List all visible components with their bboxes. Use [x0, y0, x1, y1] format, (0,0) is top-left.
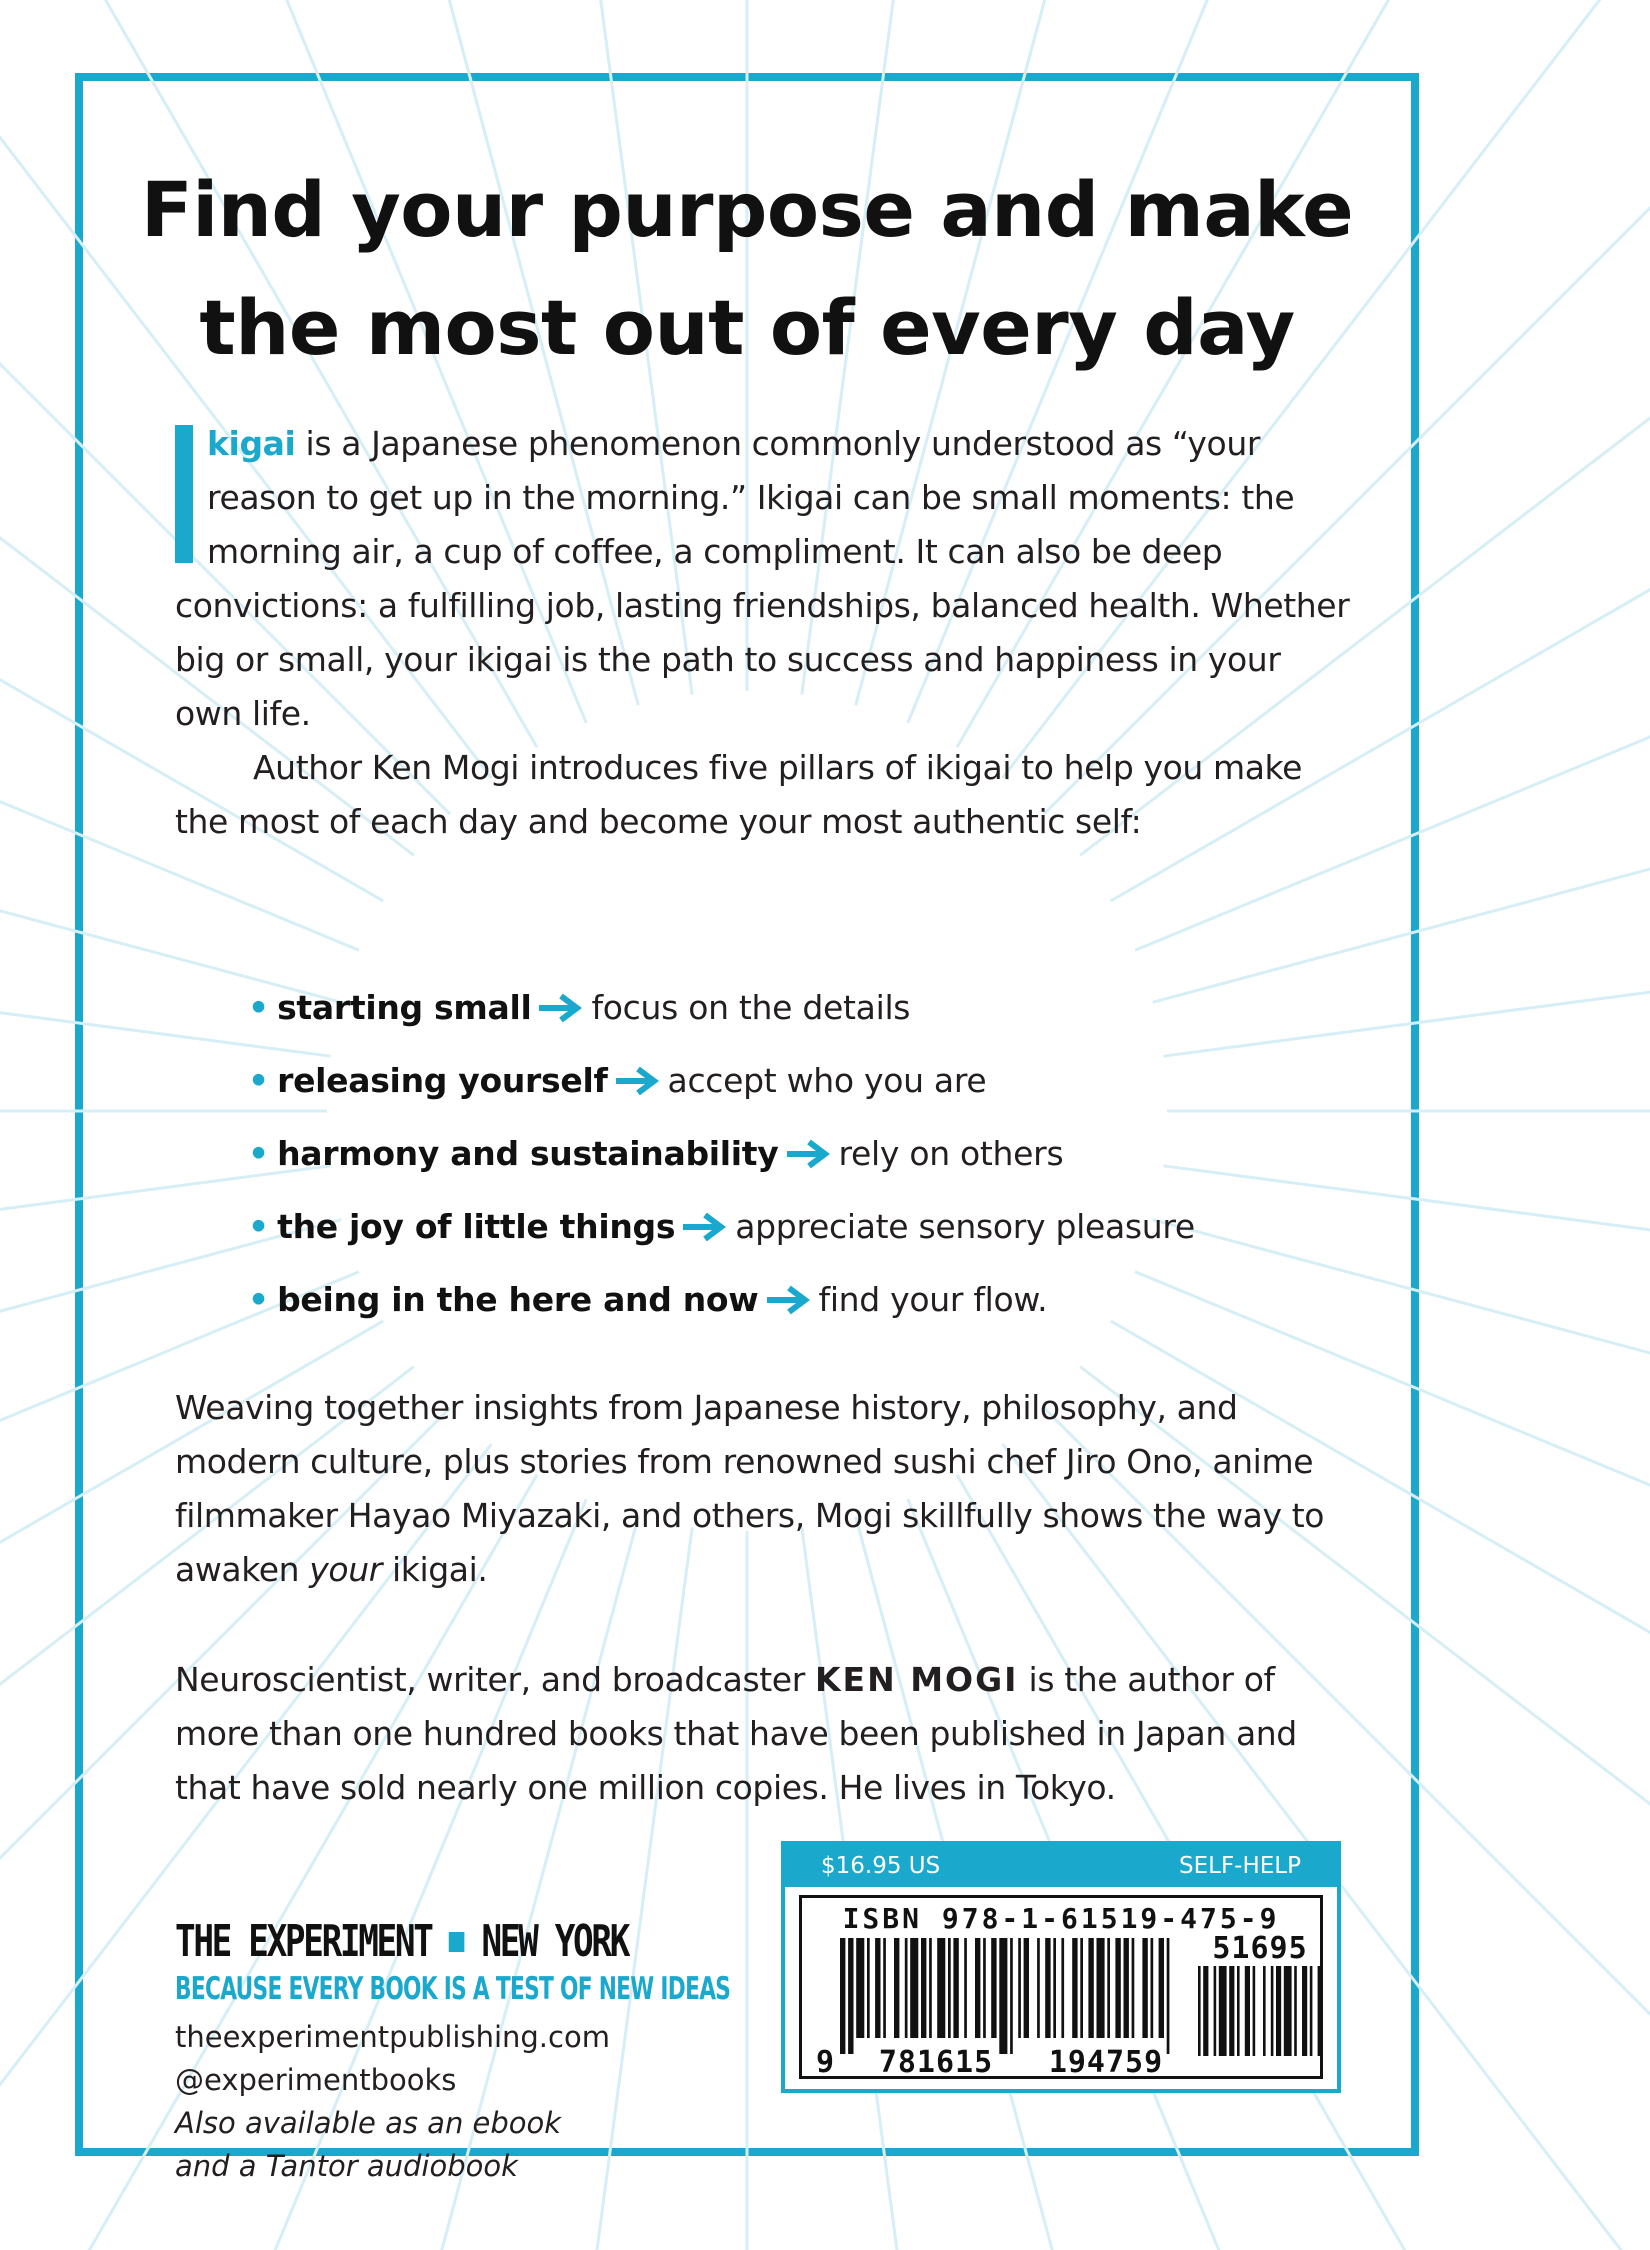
publisher-handle[interactable]: @experimentbooks	[175, 2063, 457, 2097]
pillar-item	[248, 1190, 1348, 1263]
arrow-right-icon	[681, 1212, 727, 1242]
pillar-term: starting small	[277, 987, 532, 1027]
barcode-graphic	[810, 1931, 1330, 2080]
publisher-logo	[175, 1916, 629, 1968]
bullet-icon: •	[248, 1060, 270, 1100]
cover-frame	[75, 73, 1419, 2183]
price-label: $16.95 US	[821, 1853, 941, 1879]
dropcap-word: kigai	[207, 424, 296, 463]
arrow-right-icon	[537, 993, 583, 1023]
author-bio-text-2: is the author of more than one hundred books that have been published in Japan and that have sold nearly one million copies. He lives in Tokyo.	[175, 1660, 1297, 1807]
author-name: KEN MOGI	[814, 1660, 1019, 1699]
author-bio	[175, 1653, 1355, 1815]
headline	[83, 151, 1411, 387]
intro-paragraph-2: Author Ken Mogi introduces five pillars of ikigai to help you make the most of each day and become your most authentic self:	[175, 748, 1302, 841]
price-band	[785, 1845, 1337, 1887]
square-icon	[449, 1932, 465, 1952]
ean-lead-digit: 9	[816, 2045, 836, 2080]
pillar-term: being in the here and now	[277, 1279, 759, 1319]
publisher-info	[175, 2016, 735, 2188]
pillar-item	[248, 1263, 1348, 1336]
pillar-description: focus on the details	[591, 987, 911, 1027]
publisher-tagline: BECAUSE EVERY BOOK IS A TEST OF NEW IDEAS	[175, 1971, 731, 2007]
pillar-description: accept who you are	[667, 1060, 987, 1100]
pillar-description: appreciate sensory pleasure	[735, 1206, 1195, 1246]
barcode-box	[781, 1841, 1341, 2093]
ean-right-digits: 194759	[1048, 2045, 1164, 2080]
publisher-name: THE EXPERIMENT	[175, 1916, 432, 1967]
description-italic: your	[309, 1550, 382, 1589]
publisher-website[interactable]: theexperimentpublishing.com	[175, 2020, 610, 2054]
barcode-label	[799, 1895, 1323, 2079]
price-code-digits: 51695	[1212, 1931, 1308, 1966]
author-bio-text-1: Neuroscientist, writer, and broadcaster	[175, 1660, 815, 1699]
bullet-icon: •	[248, 1279, 270, 1319]
ean-left-digits: 781615	[878, 2045, 994, 2080]
pillar-item	[248, 1044, 1348, 1117]
pillar-term: harmony and sustainability	[277, 1133, 779, 1173]
availability-line-1: Also available as an ebook	[175, 2106, 562, 2140]
description-paragraph	[175, 1381, 1355, 1597]
publisher-block	[175, 1916, 735, 2188]
pillar-description: rely on others	[838, 1133, 1064, 1173]
arrow-right-icon	[765, 1285, 811, 1315]
pillar-term: releasing yourself	[277, 1060, 608, 1100]
headline-line-2: the most out of every day	[199, 283, 1295, 372]
arrow-right-icon	[614, 1066, 660, 1096]
intro-text	[175, 417, 1355, 849]
isbn-text: ISBN 978-1-61519-475-9	[842, 1902, 1280, 1935]
publisher-city: NEW YORK	[481, 1916, 629, 1967]
pillars-list	[248, 971, 1348, 1336]
pillar-item	[248, 1117, 1348, 1190]
availability-line-2: and a Tantor audiobook	[175, 2149, 518, 2183]
dropcap-letter-i	[175, 425, 193, 563]
headline-line-1: Find your purpose and make	[140, 165, 1354, 254]
description-text-2: ikigai.	[381, 1550, 488, 1589]
arrow-right-icon	[785, 1139, 831, 1169]
pillar-item	[248, 971, 1348, 1044]
intro-paragraph-1-text: is a Japanese phenomenon commonly understood as “your reason to get up in the morning.” Ikigai can be small moments: the morning air, a cup of coffee, a compliment. It can also be deep convictions: a fulfilling job, lasting friendships, balanced health. Whether big or small, your ikigai is the path to success and happiness in your own life.	[175, 424, 1350, 733]
bullet-icon: •	[248, 1133, 270, 1173]
bullet-icon: •	[248, 987, 270, 1027]
category-label: SELF-HELP	[1179, 1853, 1301, 1879]
bullet-icon: •	[248, 1206, 270, 1246]
intro-paragraph-1	[175, 417, 1355, 741]
description-text-1: Weaving together insights from Japanese history, philosophy, and modern culture, plus stories from renowned sushi chef Jiro Ono, anime filmmaker Hayao Miyazaki, and others, Mogi skillfully shows the way to awaken	[175, 1388, 1325, 1589]
pillar-term: the joy of little things	[277, 1206, 676, 1246]
pillar-description: find your flow.	[818, 1279, 1048, 1319]
